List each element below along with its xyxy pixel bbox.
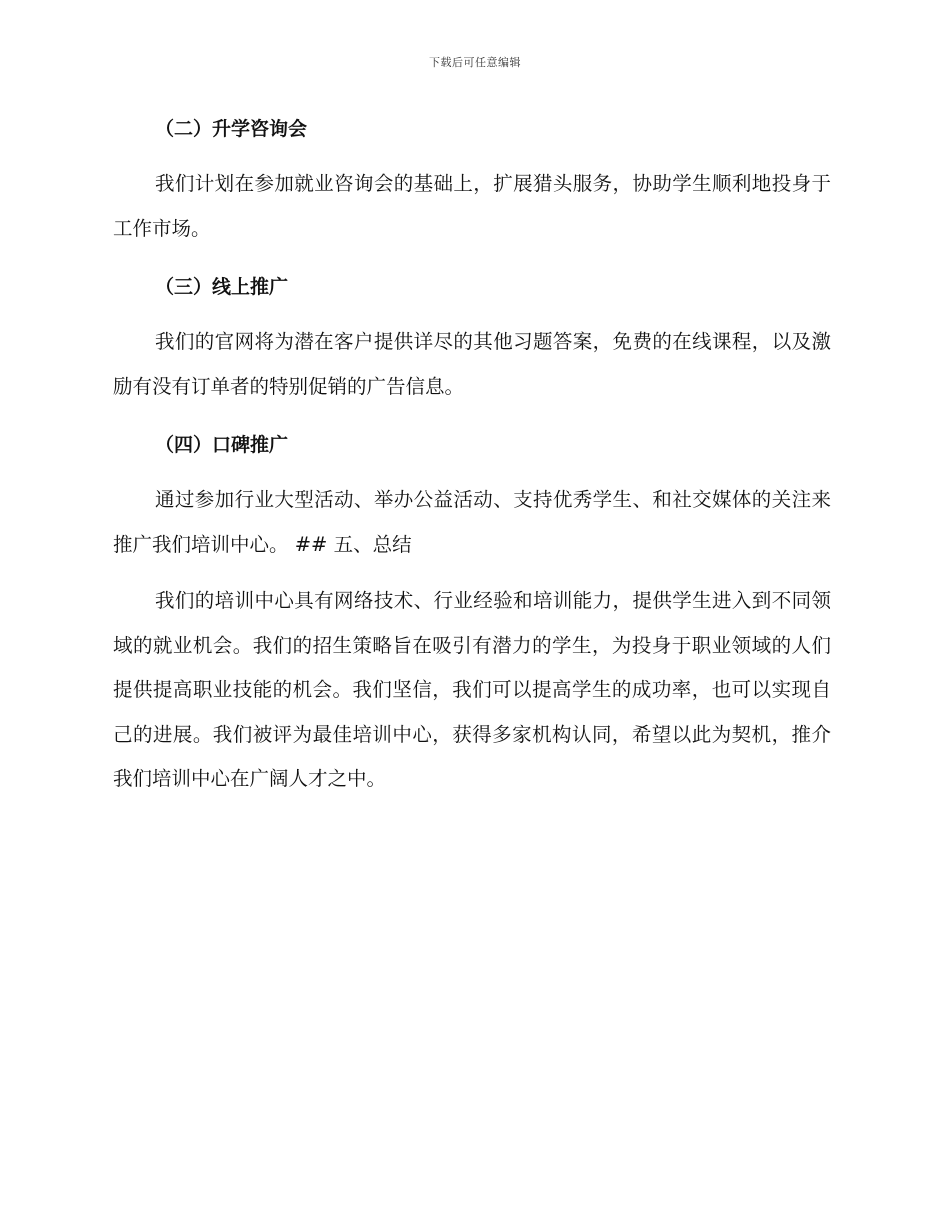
section-paragraph-consultation: 我们计划在参加就业咨询会的基础上，扩展猎头服务，协助学生顺利地投身于工作市场。 [113, 172, 831, 240]
section-heading-word-of-mouth: （四）口碑推广 [155, 434, 289, 456]
summary-paragraph: 我们的培训中心具有网络技术、行业经验和培训能力，提供学生进入到不同领域的就业机会。我们的招生策略旨在吸引有潜力的学生，为投身于职业领域的人们提供提高职业技能的机会。我们坚信，我们可以提高学生的成功率，也可以实现自己的进展。我们被评为最佳培训中心，获得多家机构认同，希望以此为契机，推介我们培训中心在广阔人才之中。 [113, 589, 831, 790]
page-header: 下载后可任意编辑 [429, 56, 521, 69]
section-heading-consultation: （二）升学咨询会 [155, 118, 308, 140]
section-paragraph-online-promotion: 我们的官网将为潜在客户提供详尽的其他习题答案，免费的在线课程，以及激励有没有订单者的特别促销的广告信息。 [113, 330, 831, 398]
section-heading-online-promotion: （三）线上推广 [155, 276, 289, 298]
section-paragraph-word-of-mouth: 通过参加行业大型活动、举办公益活动、支持优秀学生、和社交媒体的关注来推广我们培训中心。 ## 五、总结 [113, 488, 831, 556]
document-body [113, 110, 831, 802]
